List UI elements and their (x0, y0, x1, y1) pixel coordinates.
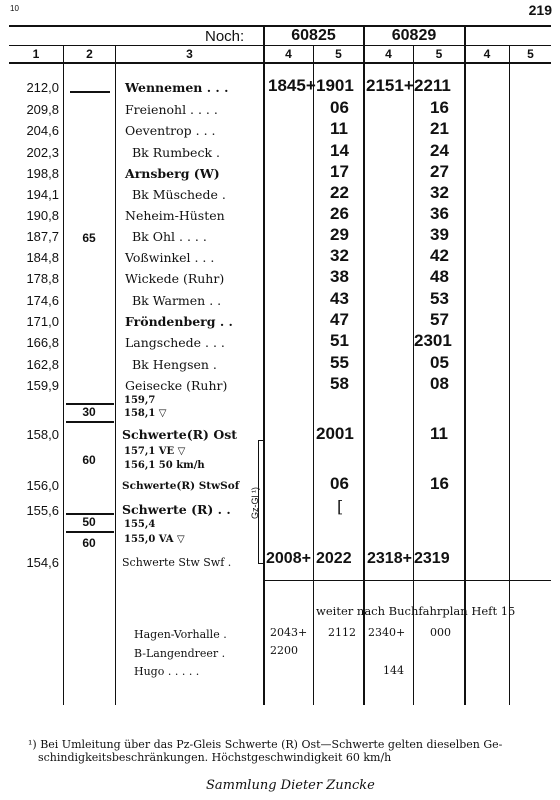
km-value: 209,8 (26, 102, 59, 117)
speed-30: 30 (82, 405, 96, 419)
time-a5: 47 (330, 310, 349, 329)
time-b5: 32 (430, 183, 449, 202)
time-b5: 39 (430, 225, 449, 244)
station-name: Bk Ohl . . . . (132, 229, 207, 244)
time-b5: 21 (430, 119, 449, 138)
footnote-line-1: ¹) Bei Umleitung über das Pz-Gleis Schwerte (R) Ost—Schwerte gelten dieselben Ge- (28, 738, 503, 751)
time-b4-swf: 2318+ (367, 550, 412, 567)
time-a5: 06 (330, 98, 349, 117)
page-left-marker: 10 (10, 4, 19, 13)
col-line-3 (263, 25, 265, 705)
time-a5: 55 (330, 353, 349, 372)
station-name: Neheim-Hüsten (125, 208, 225, 223)
station-name: Freienohl . . . . (125, 102, 218, 117)
extra-a4-hagen: 2043+ (270, 626, 308, 639)
km-155-6: 155,6 (26, 503, 59, 518)
time-a5: 14 (330, 141, 349, 160)
time-a5: 22 (330, 183, 349, 202)
time-a5: 11 (330, 119, 348, 138)
col-num-3: 3 (186, 47, 193, 61)
time-a5-stwsof: 06 (330, 474, 349, 493)
time-b4: 2151+ (366, 76, 414, 95)
time-b5: 08 (430, 374, 449, 393)
time-a5-swf: 2022 (316, 550, 352, 567)
time-a5: 38 (330, 267, 349, 286)
km-value: 162,8 (26, 357, 59, 372)
train-number-b: 60829 (391, 27, 437, 44)
station-name: Wennemen . . . (125, 80, 229, 95)
km-value: 212,0 (26, 80, 59, 95)
station-name: Langschede . . . (125, 335, 225, 350)
col-line-1 (63, 45, 64, 705)
km-value: 202,3 (26, 145, 59, 160)
gz-gl-label: Gz-Gl ¹) (250, 487, 260, 519)
col-num-4b: 4 (385, 47, 392, 61)
station-schwerte-ost: Schwerte(R) Ost (122, 427, 238, 442)
station-schwerte-stw-swf: Schwerte Stw Swf . (122, 556, 232, 569)
time-b5-schwerte-ost: 11 (430, 424, 448, 443)
speed-60a: 60 (82, 453, 96, 467)
time-a5: 51 (330, 331, 349, 350)
station-name: Geisecke (Ruhr) (125, 378, 228, 393)
col-num-4c: 4 (483, 47, 491, 61)
bracket-mark: [ (337, 497, 344, 516)
time-b5: 42 (430, 246, 449, 265)
km-154-6: 154,6 (26, 555, 59, 570)
km-value: 159,9 (26, 378, 59, 393)
time-b5-stwsof: 16 (430, 474, 449, 493)
block-bottom-rule (264, 580, 551, 581)
station-name: Oeventrop . . . (125, 123, 216, 138)
time-a4-swf: 2008+ (266, 550, 311, 567)
speed-rule-50-bottom (66, 531, 114, 533)
km-value: 184,8 (26, 250, 59, 265)
time-a5: 58 (330, 374, 349, 393)
footnote-line-2: schindigkeitsbeschränkungen. Höchstgeschwindigkeit 60 km/h (38, 751, 392, 764)
extra-b5-hagen: 000 (430, 626, 451, 639)
speed-60b: 60 (82, 536, 96, 550)
col-num-4a: 4 (285, 47, 292, 61)
km-value: 187,7 (26, 229, 59, 244)
station-name: Bk Rumbeck . (132, 145, 220, 160)
station-name: Bk Hengsen . (132, 357, 217, 372)
km-value: 194,1 (26, 187, 59, 202)
time-b5: 2301 (414, 331, 452, 350)
time-b5: 36 (430, 204, 449, 223)
km-value: 204,6 (26, 123, 59, 138)
collection-signature: Sammlung Dieter Zuncke (206, 778, 375, 793)
time-b5: 53 (430, 289, 449, 308)
header-mid-rule (9, 45, 551, 46)
time-a5: 17 (330, 162, 349, 181)
col-num-5c: 5 (527, 47, 534, 61)
extra-b4-hugo: 144 (383, 664, 404, 677)
km-value: 174,6 (26, 293, 59, 308)
station-schwerte-stwsof: Schwerte(R) StwSof (122, 480, 240, 492)
sub-158-1: 158,1 ▽ (124, 408, 167, 419)
noch-label: Noch: (205, 28, 245, 45)
col-line-7 (464, 25, 466, 705)
page-number: 219 (528, 2, 552, 18)
time-a5: 43 (330, 289, 349, 308)
time-a5: 26 (330, 204, 349, 223)
time-b5: 2211 (414, 76, 451, 95)
sub-155-0: 155,0 VA ▽ (124, 534, 185, 545)
km-156-0: 156,0 (26, 478, 59, 493)
speed-50: 50 (82, 515, 96, 529)
time-b5: 05 (430, 353, 449, 372)
col-line-4 (313, 45, 314, 705)
time-a5: 29 (330, 225, 349, 244)
col-line-2 (115, 45, 116, 705)
station-name: Bk Warmen . . (132, 293, 222, 308)
time-a5: 32 (330, 246, 349, 265)
train-number-a: 60825 (291, 27, 336, 44)
sub-156-1: 156,1 50 km/h (124, 460, 205, 471)
km-value: 198,8 (26, 166, 59, 181)
km-158-0: 158,0 (26, 427, 59, 442)
km-value: 178,8 (26, 271, 59, 286)
time-b5: 24 (430, 141, 449, 160)
sub-155-4: 155,4 (124, 519, 156, 530)
time-b5: 16 (430, 98, 449, 117)
header-bottom-rule (9, 62, 551, 64)
continuation-note: weiter nach Buchfahrplan Heft 15 (316, 604, 516, 618)
station-name: Voßwinkel . . . (125, 250, 215, 265)
col-num-2: 2 (86, 47, 93, 61)
col-num-1: 1 (32, 47, 40, 61)
time-b5: 48 (430, 267, 449, 286)
extra-a4-langendreer: 2200 (270, 644, 298, 657)
time-a5: 1901 (316, 76, 354, 95)
speed-65: 65 (82, 231, 96, 245)
station-schwerte-r: Schwerte (R) . . (122, 502, 231, 517)
station-name: Wickede (Ruhr) (125, 271, 225, 286)
extra-station-hugo: Hugo . . . . . (134, 665, 200, 678)
col-line-5 (363, 25, 365, 705)
km-value: 171,0 (26, 314, 59, 329)
km-value: 166,8 (26, 335, 59, 350)
station-name: Fröndenberg . . (125, 314, 233, 329)
extra-station-hagen: Hagen-Vorhalle . (134, 628, 227, 641)
speed-rule-30-bottom (66, 421, 114, 423)
speed-rule-top (70, 91, 110, 93)
extra-b4-hagen: 2340+ (368, 626, 406, 639)
time-a4: 1845+ (268, 76, 316, 95)
col-num-5b: 5 (435, 47, 443, 61)
time-a5-schwerte-ost: 2001 (316, 424, 354, 443)
km-value: 190,8 (26, 208, 59, 223)
station-name: Bk Müschede . (132, 187, 226, 202)
sub-159-7: 159,7 (124, 395, 156, 406)
time-b5: 27 (430, 162, 449, 181)
extra-station-langendreer: B-Langendreer . (134, 647, 226, 660)
station-name: Arnsberg (W) (125, 166, 220, 181)
col-num-5a: 5 (335, 47, 342, 61)
time-b5-swf: 2319 (414, 550, 450, 567)
time-b5: 57 (430, 310, 449, 329)
extra-a5-hagen: 2112 (328, 626, 356, 639)
sub-157-1: 157,1 VE ▽ (124, 446, 186, 457)
